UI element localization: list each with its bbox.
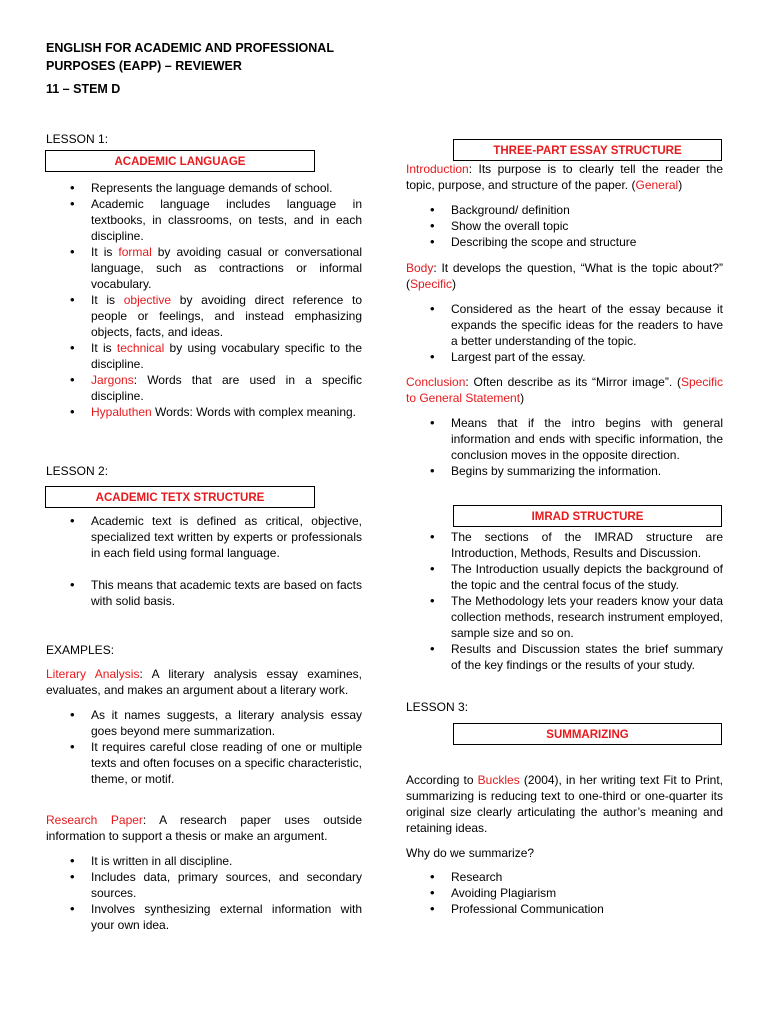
title-line-2: PURPOSES (EAPP) – REVIEWER — [46, 59, 242, 73]
list-item: • Academic text is defined as critical, objective, specialized text written by experts or professionals in each field using formal language. — [46, 513, 362, 561]
imrad-heading: IMRAD STRUCTURE — [453, 505, 722, 527]
research-paper-paragraph: Research Paper: A research paper uses outside information to support a thesis or make an argument. — [46, 813, 363, 843]
introduction-list — [406, 202, 723, 250]
tag-general: General — [635, 178, 679, 192]
term-technical: technical — [116, 341, 165, 355]
list-item: • Means that if the intro begins with general information and ends with specific information, the conclusion moves in the opposite direction. — [406, 415, 723, 463]
list-item: • Academic language includes language in textbooks, in classrooms, on tests, and in each discipline. — [46, 196, 362, 244]
list-item: • Background/ definition — [406, 202, 723, 218]
lesson-3-label: LESSON 3: — [406, 700, 469, 714]
list-item: • Represents the language demands of school. — [46, 180, 362, 196]
term-body: Body — [406, 261, 434, 275]
list-item: • The sections of the IMRAD structure are Introduction, Methods, Results and Discussion. — [406, 529, 723, 561]
term-buckles: Buckles — [477, 773, 520, 787]
research-paper-list — [46, 853, 362, 933]
section-label: 11 – STEM D — [46, 82, 121, 96]
term-conclusion: Conclusion — [406, 375, 466, 389]
list-item: • Research — [406, 869, 723, 885]
list-item: • It is objective by avoiding direct reference to people or feelings, and instead emphasizing objects, facts, and ideas. — [46, 292, 362, 340]
academic-text-heading: ACADEMIC TETX STRUCTURE — [45, 486, 315, 508]
academic-text-list-2 — [46, 577, 362, 609]
document-title — [46, 39, 366, 75]
summarizing-paragraph: According to Buckles (2004), in her writing text Fit to Print, summarizing is reducing text to one-third or one-quarter its original size clearly articulating the author’s meaning and retaining ideas. — [406, 773, 723, 835]
body-list — [406, 301, 723, 365]
introduction-paragraph: Introduction: Its purpose is to clearly tell the reader the topic, purpose, and structure of the paper. (General) — [406, 162, 723, 192]
conclusion-paragraph: Conclusion: Often describe as its “Mirror image”. (Specific to General Statement) — [406, 375, 723, 405]
list-item: • Hypaluthen Words: Words with complex meaning. — [46, 404, 362, 420]
literary-analysis-paragraph: Literary Analysis: A literary analysis essay examines, evaluates, and makes an argument about a literary work. — [46, 667, 362, 697]
tag-specific-to-general: Specific to General Statement — [406, 375, 723, 405]
tag-specific: Specific — [410, 277, 453, 291]
list-item: • The Introduction usually depicts the background of the topic and the central focus of the study. — [406, 561, 723, 593]
list-item: • Begins by summarizing the information. — [406, 463, 723, 479]
list-item: • It requires careful close reading of one or multiple texts and often focuses on a specific characteristic, theme, or motif. — [46, 739, 362, 787]
lesson-1-label: LESSON 1: — [46, 132, 109, 146]
term-objective: objective — [123, 293, 172, 307]
list-item: • Avoiding Plagiarism — [406, 885, 723, 901]
list-item: • Largest part of the essay. — [406, 349, 723, 365]
literary-analysis-list — [46, 707, 362, 787]
list-item: • Describing the scope and structure — [406, 234, 723, 250]
list-item: • The Methodology lets your readers know your data collection methods, research instrument employed, sample size and so on. — [406, 593, 723, 641]
list-item: • It is formal by avoiding casual or conversational language, such as contractions or informal vocabulary. — [46, 244, 362, 292]
list-item: • As it names suggests, a literary analysis essay goes beyond mere summarization. — [46, 707, 362, 739]
summarizing-heading: SUMMARIZING — [453, 723, 722, 745]
summarizing-list — [406, 869, 723, 917]
term-introduction: Introduction — [406, 162, 469, 176]
list-item: • Jargons: Words that are used in a specific discipline. — [46, 372, 362, 404]
list-item: • Includes data, primary sources, and secondary sources. — [46, 869, 362, 901]
term-hypaluthen: Hypaluthen — [91, 405, 152, 419]
list-item: • Considered as the heart of the essay because it expands the specific ideas for the readers to have a better understanding of the topic. — [406, 301, 723, 349]
academic-language-heading: ACADEMIC LANGUAGE — [45, 150, 315, 172]
list-item: • Professional Communication — [406, 901, 723, 917]
list-item: • This means that academic texts are based on facts with solid basis. — [46, 577, 362, 609]
imrad-list — [406, 529, 723, 673]
title-line-1: ENGLISH FOR ACADEMIC AND PROFESSIONAL — [46, 41, 334, 55]
term-jargons: Jargons — [91, 373, 134, 387]
three-part-essay-heading: THREE-PART ESSAY STRUCTURE — [453, 139, 722, 161]
term-formal: formal — [118, 245, 152, 259]
list-item: • Involves synthesizing external information with your own idea. — [46, 901, 362, 933]
academic-language-list — [46, 180, 362, 420]
conclusion-list — [406, 415, 723, 479]
examples-label: EXAMPLES: — [46, 643, 115, 657]
list-item: • It is written in all discipline. — [46, 853, 362, 869]
term-research-paper: Research Paper — [46, 813, 143, 827]
why-summarize-question: Why do we summarize? — [406, 846, 535, 860]
term-literary-analysis: Literary Analysis — [46, 667, 140, 681]
list-item: • Results and Discussion states the brief summary of the key findings or the results of your study. — [406, 641, 723, 673]
body-paragraph: Body: It develops the question, “What is the topic about?” (Specific) — [406, 261, 723, 291]
list-item: • Show the overall topic — [406, 218, 723, 234]
lesson-2-label: LESSON 2: — [46, 464, 109, 478]
list-item: • It is technical by using vocabulary specific to the discipline. — [46, 340, 362, 372]
academic-text-list — [46, 513, 362, 561]
